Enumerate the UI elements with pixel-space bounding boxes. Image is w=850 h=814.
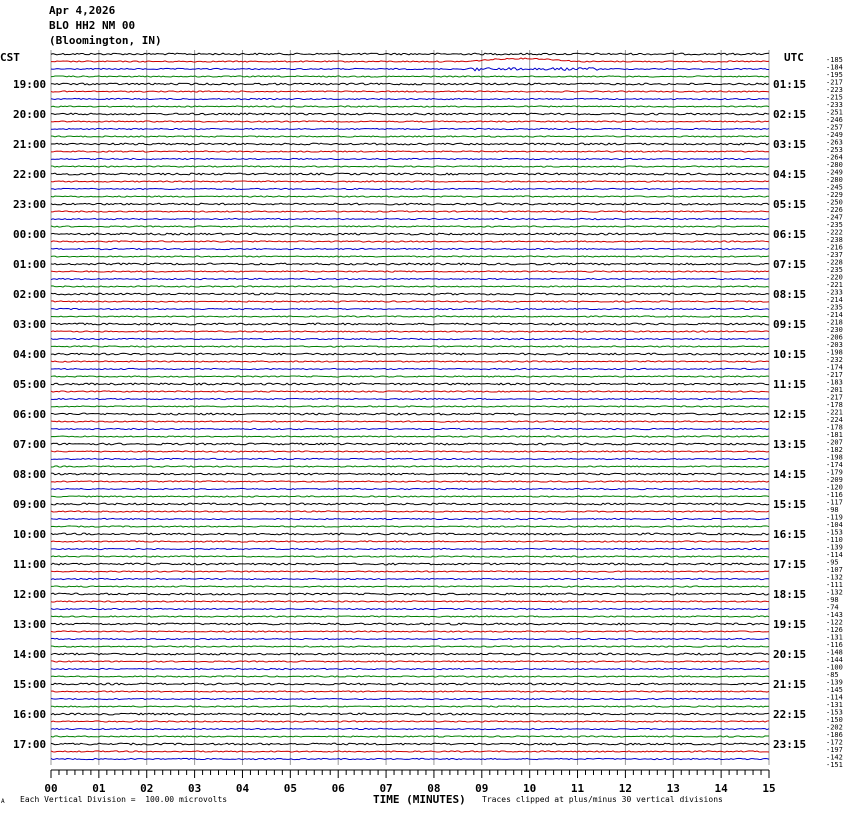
line-offset-label: -178 — [826, 401, 843, 409]
trace-line-35 — [51, 316, 769, 317]
trace-line-11 — [51, 136, 769, 137]
right-hour-labels — [773, 78, 806, 751]
trace-line-58 — [51, 488, 769, 489]
trace-line-73 — [51, 601, 769, 602]
line-offset-label: -185 — [826, 56, 843, 64]
header-location: (Bloomington, IN) — [49, 34, 162, 47]
x-tick-label: 13 — [666, 782, 680, 795]
line-offset-label: -214 — [826, 311, 843, 319]
line-offset-label: -126 — [826, 626, 843, 634]
line-offset-label: -217 — [826, 371, 843, 379]
line-offset-label: -216 — [826, 243, 843, 252]
line-offset-label: -250 — [826, 198, 843, 207]
line-offset-label: -119 — [826, 513, 843, 522]
line-offset-label: -221 — [826, 408, 843, 417]
line-offset-label: -120 — [826, 483, 843, 492]
line-offset-label: -132 — [826, 573, 843, 582]
trace-line-63 — [51, 526, 769, 527]
trace-line-20 — [51, 203, 769, 205]
trace-line-54 — [51, 458, 769, 459]
left-hour-label: 04:00 — [13, 348, 47, 361]
x-tick-label: 05 — [283, 782, 297, 795]
right-hour-label: 13:15 — [773, 438, 807, 451]
trace-line-53 — [51, 451, 769, 452]
line-offset-label: -257 — [826, 123, 843, 132]
line-offset-label: -116 — [826, 491, 843, 499]
trace-line-82 — [51, 668, 769, 669]
trace-line-50 — [51, 428, 769, 429]
line-offset-label: -209 — [826, 476, 843, 484]
trace-line-51 — [51, 436, 769, 437]
line-offset-label: -145 — [826, 686, 843, 694]
line-offset-label: -207 — [826, 438, 843, 447]
trace-line-48 — [51, 413, 769, 415]
line-offset-label: -226 — [826, 206, 843, 214]
right-hour-label: 19:15 — [773, 618, 807, 631]
trace-line-67 — [51, 556, 769, 557]
line-offset-label: -172 — [826, 738, 843, 747]
trace-line-52 — [51, 443, 769, 445]
right-hour-label: 02:15 — [773, 108, 807, 121]
line-offset-label: -198 — [826, 348, 843, 357]
trace-line-66 — [51, 548, 769, 549]
left-hour-label: 16:00 — [13, 708, 47, 721]
line-offset-label: -151 — [826, 761, 843, 769]
x-tick-label: 11 — [570, 782, 585, 795]
line-offset-label: -195 — [826, 71, 843, 79]
trace-line-0 — [51, 53, 769, 55]
line-offset-label: -150 — [826, 716, 843, 724]
trace-line-31 — [51, 286, 769, 287]
trace-line-32 — [51, 293, 769, 295]
right-hour-label: 12:15 — [773, 408, 807, 421]
x-tick-label: 07 — [379, 782, 393, 795]
left-timezone-label: CST — [0, 51, 20, 64]
line-offset-label: -218 — [826, 318, 843, 327]
line-offset-label: -220 — [826, 273, 843, 282]
right-hour-label: 03:15 — [773, 138, 807, 151]
trace-line-42 — [51, 368, 769, 369]
header-station: BLO HH2 NM 00 — [49, 19, 136, 32]
right-hour-label: 23:15 — [773, 738, 807, 751]
trace-line-65 — [51, 541, 769, 542]
x-tick-label: 09 — [475, 782, 489, 795]
trace-line-75 — [51, 616, 769, 617]
line-offset-label: -264 — [826, 153, 843, 162]
trace-line-55 — [51, 466, 769, 467]
left-hour-label: 07:00 — [13, 438, 47, 451]
line-offset-label: -131 — [826, 633, 843, 642]
trace-line-17 — [51, 181, 769, 182]
trace-line-90 — [51, 728, 769, 729]
trace-line-87 — [51, 706, 769, 707]
trace-line-93 — [51, 751, 769, 752]
left-hour-label: 06:00 — [13, 408, 47, 421]
trace-line-45 — [51, 391, 769, 392]
trace-line-4 — [51, 83, 769, 85]
trace-line-77 — [51, 631, 769, 632]
trace-line-47 — [51, 406, 769, 407]
line-offset-label: -107 — [826, 566, 843, 574]
trace-line-30 — [51, 278, 769, 279]
x-tick-label: 02 — [140, 782, 154, 795]
line-offset-label: -214 — [826, 296, 843, 304]
left-hour-label: 02:00 — [13, 288, 47, 301]
left-hour-label: 20:00 — [13, 108, 47, 121]
line-offset-label: -186 — [826, 731, 843, 739]
x-tick-label: 06 — [331, 782, 345, 795]
trace-line-64 — [51, 533, 769, 535]
trace-line-62 — [51, 518, 769, 519]
left-hour-label: 14:00 — [13, 648, 47, 661]
x-tick-label: 03 — [187, 782, 202, 795]
line-offset-label: -224 — [826, 416, 843, 424]
line-offset-label: -153 — [826, 528, 843, 537]
x-tick-label: 15 — [762, 782, 776, 795]
trace-line-1 — [51, 58, 769, 62]
trace-line-9 — [51, 121, 769, 122]
line-offset-label: -235 — [826, 221, 843, 229]
right-hour-label: 17:15 — [773, 558, 807, 571]
trace-line-49 — [51, 421, 769, 422]
trace-line-68 — [51, 563, 769, 565]
trace-line-88 — [51, 713, 769, 715]
x-tick-label: 08 — [427, 782, 441, 795]
trace-line-36 — [51, 323, 769, 325]
trace-line-13 — [51, 151, 769, 152]
trace-line-74 — [51, 608, 769, 609]
right-hour-label: 18:15 — [773, 588, 807, 601]
trace-line-29 — [51, 271, 769, 272]
trace-line-72 — [51, 593, 769, 595]
line-offset-label: -98 — [826, 506, 839, 514]
trace-line-39 — [51, 346, 769, 347]
trace-line-43 — [51, 376, 769, 377]
x-tick-label: 00 — [44, 782, 58, 795]
trace-line-86 — [51, 698, 769, 699]
trace-line-21 — [51, 211, 769, 212]
x-tick-label: 10 — [523, 782, 537, 795]
line-offset-label: -222 — [826, 228, 843, 237]
right-hour-label: 07:15 — [773, 258, 807, 271]
left-hour-label: 09:00 — [13, 498, 47, 511]
trace-line-70 — [51, 578, 769, 579]
trace-line-41 — [51, 361, 769, 362]
line-offset-label: -114 — [826, 551, 843, 559]
line-offset-label: -249 — [826, 168, 843, 177]
trace-line-59 — [51, 496, 769, 497]
right-hour-label: 21:15 — [773, 678, 807, 691]
header-date: Apr 4,2026 — [49, 4, 116, 17]
trace-line-8 — [51, 113, 769, 115]
line-offset-label: -203 — [826, 341, 843, 349]
line-offset-label: -237 — [826, 251, 843, 259]
line-offset-label: -251 — [826, 108, 843, 117]
trace-line-56 — [51, 473, 769, 475]
right-hour-label: 08:15 — [773, 288, 807, 301]
trace-line-69 — [51, 571, 769, 572]
line-offset-label: -131 — [826, 701, 843, 709]
line-offset-label: -148 — [826, 648, 843, 657]
right-hour-label: 15:15 — [773, 498, 807, 511]
trace-line-22 — [51, 218, 769, 219]
line-offset-label: -117 — [826, 498, 843, 507]
left-hour-label: 03:00 — [13, 318, 47, 331]
line-offset-label: -111 — [826, 581, 843, 589]
line-offset-label: -215 — [826, 93, 843, 102]
trace-line-18 — [51, 188, 769, 189]
trace-line-92 — [51, 743, 769, 745]
trace-line-83 — [51, 676, 769, 677]
line-offset-label: -144 — [826, 656, 843, 664]
line-offset-label: -233 — [826, 101, 843, 109]
left-hour-label: 00:00 — [13, 228, 47, 241]
line-offset-label: -179 — [826, 468, 843, 477]
line-offset-label: -139 — [826, 678, 843, 687]
trace-line-16 — [51, 173, 769, 175]
line-offset-label: -198 — [826, 453, 843, 462]
left-hour-label: 12:00 — [13, 588, 47, 601]
trace-line-80 — [51, 653, 769, 655]
trace-line-10 — [51, 128, 769, 129]
trace-line-23 — [51, 226, 769, 227]
trace-line-71 — [51, 586, 769, 587]
trace-line-76 — [51, 623, 769, 625]
line-offset-label: -280 — [826, 161, 843, 169]
trace-line-78 — [51, 638, 769, 639]
line-offset-label: -263 — [826, 138, 843, 147]
trace-line-34 — [51, 308, 769, 309]
line-offset-label: -174 — [826, 461, 843, 469]
trace-line-57 — [51, 481, 769, 482]
line-offset-label: -181 — [826, 431, 843, 439]
vertical-grid — [51, 50, 769, 765]
trace-line-33 — [51, 301, 769, 302]
line-offset-label: -98 — [826, 596, 839, 604]
line-offset-label: -202 — [826, 723, 843, 732]
line-offset-label: -280 — [826, 176, 843, 184]
vertical-division-note: Each Vertical Division = 100.00 microvolts — [20, 795, 228, 804]
x-tick-label: 14 — [714, 782, 728, 795]
line-offset-label: -223 — [826, 86, 843, 94]
right-hour-label: 16:15 — [773, 528, 807, 541]
line-offset-label: -217 — [826, 78, 843, 87]
line-offset-label: -245 — [826, 183, 843, 192]
trace-line-94 — [51, 758, 769, 759]
line-offset-label: -116 — [826, 641, 843, 649]
line-offset-label: -230 — [826, 326, 843, 334]
trace-line-89 — [51, 721, 769, 722]
line-offset-label: -229 — [826, 191, 843, 199]
x-axis — [44, 770, 775, 795]
trace-line-61 — [51, 511, 769, 512]
line-offset-label: -143 — [826, 611, 843, 619]
right-hour-label: 04:15 — [773, 168, 807, 181]
trace-line-28 — [51, 263, 769, 265]
trace-line-84 — [51, 683, 769, 685]
line-offset-label: -246 — [826, 116, 843, 124]
trace-line-25 — [51, 241, 769, 242]
x-axis-title: TIME (MINUTES) — [373, 793, 466, 806]
trace-line-38 — [51, 338, 769, 339]
corner-mark: A — [1, 798, 5, 805]
line-offset-label: -238 — [826, 236, 843, 244]
trace-line-91 — [51, 736, 769, 737]
trace-line-24 — [51, 233, 769, 235]
trace-line-37 — [51, 331, 769, 332]
line-offset-labels — [826, 56, 843, 769]
line-offset-label: -122 — [826, 618, 843, 627]
left-hour-label: 13:00 — [13, 618, 47, 631]
left-hour-label: 21:00 — [13, 138, 47, 151]
right-hour-label: 05:15 — [773, 198, 807, 211]
right-hour-label: 22:15 — [773, 708, 807, 721]
line-offset-label: -247 — [826, 213, 843, 222]
line-offset-label: -153 — [826, 708, 843, 717]
x-tick-label: 04 — [235, 782, 250, 795]
line-offset-label: -182 — [826, 446, 843, 454]
trace-line-7 — [51, 106, 769, 107]
left-hour-label: 01:00 — [13, 258, 47, 271]
trace-line-46 — [51, 398, 769, 399]
trace-line-6 — [51, 98, 769, 99]
trace-line-81 — [51, 661, 769, 662]
trace-lines — [51, 53, 769, 759]
right-hour-label: 09:15 — [773, 318, 807, 331]
line-offset-label: -249 — [826, 131, 843, 139]
left-hour-label: 08:00 — [13, 468, 47, 481]
line-offset-label: -142 — [826, 753, 843, 762]
trace-line-79 — [51, 646, 769, 647]
right-hour-label: 20:15 — [773, 648, 807, 661]
trace-line-44 — [51, 383, 769, 385]
line-offset-label: -174 — [826, 363, 843, 372]
left-hour-label: 15:00 — [13, 678, 47, 691]
trace-line-40 — [51, 353, 769, 355]
trace-line-12 — [51, 143, 769, 145]
line-offset-label: -233 — [826, 288, 843, 297]
trace-line-14 — [51, 158, 769, 159]
left-hour-label: 23:00 — [13, 198, 47, 211]
line-offset-label: -232 — [826, 356, 843, 364]
left-hour-label: 19:00 — [13, 78, 47, 91]
line-offset-label: -206 — [826, 333, 843, 342]
line-offset-label: -178 — [826, 423, 843, 432]
x-tick-label: 12 — [618, 782, 633, 795]
line-offset-label: -235 — [826, 303, 843, 312]
line-offset-label: -114 — [826, 693, 843, 702]
x-tick-label: 01 — [92, 782, 106, 795]
line-offset-label: -183 — [826, 378, 843, 387]
left-hour-label: 05:00 — [13, 378, 47, 391]
right-timezone-label: UTC — [784, 51, 804, 64]
line-offset-label: -253 — [826, 146, 843, 154]
clip-note: Traces clipped at plus/minus 30 vertical divisions — [482, 795, 723, 804]
line-offset-label: -132 — [826, 588, 843, 597]
trace-line-19 — [51, 196, 769, 197]
trace-line-60 — [51, 503, 769, 505]
line-offset-label: -95 — [826, 558, 839, 567]
trace-line-85 — [51, 691, 769, 692]
trace-line-5 — [51, 91, 769, 92]
line-offset-label: -221 — [826, 281, 843, 289]
trace-line-27 — [51, 256, 769, 257]
right-hour-label: 11:15 — [773, 378, 807, 391]
line-offset-label: -74 — [826, 603, 839, 612]
line-offset-label: -100 — [826, 663, 843, 672]
right-hour-label: 01:15 — [773, 78, 807, 91]
trace-line-15 — [51, 166, 769, 167]
line-offset-label: -228 — [826, 258, 843, 267]
right-hour-label: 06:15 — [773, 228, 807, 241]
line-offset-label: -217 — [826, 393, 843, 402]
line-offset-label: -85 — [826, 671, 839, 679]
line-offset-label: -201 — [826, 386, 843, 394]
left-hour-label: 22:00 — [13, 168, 47, 181]
line-offset-label: -104 — [826, 521, 843, 529]
trace-line-26 — [51, 248, 769, 249]
line-offset-label: -139 — [826, 543, 843, 552]
line-offset-label: -235 — [826, 266, 843, 274]
left-hour-label: 10:00 — [13, 528, 47, 541]
left-hour-labels — [13, 78, 46, 751]
right-hour-label: 10:15 — [773, 348, 807, 361]
trace-line-2 — [51, 68, 769, 71]
line-offset-label: -110 — [826, 536, 843, 544]
line-offset-label: -197 — [826, 746, 843, 754]
trace-line-3 — [51, 76, 769, 77]
line-offset-label: -184 — [826, 63, 843, 72]
right-hour-label: 14:15 — [773, 468, 807, 481]
left-hour-label: 17:00 — [13, 738, 47, 751]
left-hour-label: 11:00 — [13, 558, 47, 571]
